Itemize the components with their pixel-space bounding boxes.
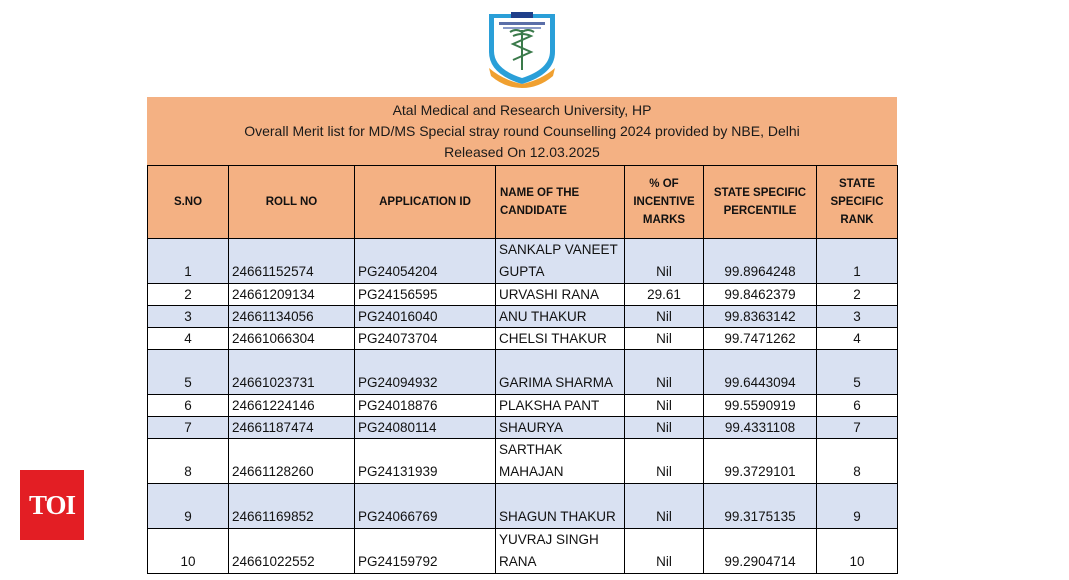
row-application-id: PG24016040	[355, 306, 496, 328]
row-roll-no: 24661066304	[229, 328, 355, 350]
col-header-candidate-name: NAME OF THE CANDIDATE	[496, 166, 625, 239]
row-roll-no: 24661134056	[229, 306, 355, 328]
row-candidate-name: URVASHI RANA	[496, 284, 625, 306]
row-rank: 6	[817, 395, 898, 417]
row-roll-no: 24661209134	[229, 284, 355, 306]
row-roll-no: 24661128260	[229, 439, 355, 484]
toi-badge-text: TOI	[28, 489, 76, 520]
row-candidate-name: SHAURYA	[496, 417, 625, 439]
table-row	[148, 239, 898, 284]
row-rank: 5	[817, 350, 898, 395]
row-candidate-name: SARTHAK MAHAJAN	[496, 439, 625, 484]
col-header-incentive-marks: % OF INCENTIVE MARKS	[625, 166, 704, 239]
row-roll-no: 24661224146	[229, 395, 355, 417]
row-percentile: 99.8462379	[704, 284, 817, 306]
row-percentile: 99.8363142	[704, 306, 817, 328]
col-header-rank: STATE SPECIFIC RANK	[817, 166, 898, 239]
row-candidate-name: GARIMA SHARMA	[496, 350, 625, 395]
row-sno: 10	[148, 529, 229, 574]
row-sno: 3	[148, 306, 229, 328]
row-sno: 9	[148, 484, 229, 529]
row-percentile: 99.3729101	[704, 439, 817, 484]
table-row	[148, 529, 898, 574]
row-application-id: PG24018876	[355, 395, 496, 417]
row-incentive-marks: Nil	[625, 417, 704, 439]
table-row	[148, 306, 898, 328]
row-sno: 7	[148, 417, 229, 439]
toi-badge-logo	[20, 470, 84, 540]
row-rank: 7	[817, 417, 898, 439]
row-rank: 9	[817, 484, 898, 529]
table-row	[148, 395, 898, 417]
row-candidate-name: ANU THAKUR	[496, 306, 625, 328]
table-row	[148, 484, 898, 529]
row-percentile: 99.3175135	[704, 484, 817, 529]
row-percentile: 99.8964248	[704, 239, 817, 284]
row-sno: 5	[148, 350, 229, 395]
row-incentive-marks: Nil	[625, 350, 704, 395]
row-application-id: PG24131939	[355, 439, 496, 484]
row-roll-no: 24661023731	[229, 350, 355, 395]
row-incentive-marks: Nil	[625, 395, 704, 417]
university-emblem-logo	[483, 8, 561, 88]
row-rank: 4	[817, 328, 898, 350]
row-incentive-marks: 29.61	[625, 284, 704, 306]
row-application-id: PG24159792	[355, 529, 496, 574]
col-header-roll-no: ROLL NO	[229, 166, 355, 239]
row-incentive-marks: Nil	[625, 239, 704, 284]
row-roll-no: 24661187474	[229, 417, 355, 439]
row-candidate-name: SANKALP VANEET GUPTA	[496, 239, 625, 284]
row-rank: 3	[817, 306, 898, 328]
row-candidate-name: YUVRAJ SINGH RANA	[496, 529, 625, 574]
row-percentile: 99.7471262	[704, 328, 817, 350]
row-application-id: PG24054204	[355, 239, 496, 284]
table-header-row	[148, 166, 898, 239]
row-incentive-marks: Nil	[625, 439, 704, 484]
col-header-application-id: APPLICATION ID	[355, 166, 496, 239]
header-list-title: Overall Merit list for MD/MS Special stray round Counselling 2024 provided by NBE, Delhi	[244, 123, 800, 139]
header-university-name: Atal Medical and Research University, HP	[392, 102, 652, 118]
row-candidate-name: PLAKSHA PANT	[496, 395, 625, 417]
col-header-sno: S.NO	[148, 166, 229, 239]
row-incentive-marks: Nil	[625, 484, 704, 529]
row-sno: 4	[148, 328, 229, 350]
row-application-id: PG24094932	[355, 350, 496, 395]
row-incentive-marks: Nil	[625, 306, 704, 328]
row-rank: 8	[817, 439, 898, 484]
col-header-percentile: STATE SPECIFIC PERCENTILE	[704, 166, 817, 239]
table-row	[148, 417, 898, 439]
merit-list-header	[147, 97, 897, 165]
row-incentive-marks: Nil	[625, 529, 704, 574]
row-roll-no: 24661022552	[229, 529, 355, 574]
row-sno: 8	[148, 439, 229, 484]
merit-table	[147, 165, 898, 574]
row-rank: 10	[817, 529, 898, 574]
header-release-date: Released On 12.03.2025	[444, 144, 600, 160]
row-rank: 2	[817, 284, 898, 306]
row-sno: 6	[148, 395, 229, 417]
row-roll-no: 24661152574	[229, 239, 355, 284]
row-roll-no: 24661169852	[229, 484, 355, 529]
row-candidate-name: SHAGUN THAKUR	[496, 484, 625, 529]
row-incentive-marks: Nil	[625, 328, 704, 350]
merit-list-sheet	[147, 97, 897, 574]
row-application-id: PG24156595	[355, 284, 496, 306]
table-row	[148, 439, 898, 484]
row-application-id: PG24066769	[355, 484, 496, 529]
row-application-id: PG24080114	[355, 417, 496, 439]
row-sno: 2	[148, 284, 229, 306]
row-candidate-name: CHELSI THAKUR	[496, 328, 625, 350]
row-percentile: 99.2904714	[704, 529, 817, 574]
table-row	[148, 328, 898, 350]
row-percentile: 99.6443094	[704, 350, 817, 395]
row-percentile: 99.5590919	[704, 395, 817, 417]
table-row	[148, 284, 898, 306]
row-application-id: PG24073704	[355, 328, 496, 350]
row-percentile: 99.4331108	[704, 417, 817, 439]
table-row	[148, 350, 898, 395]
row-sno: 1	[148, 239, 229, 284]
row-rank: 1	[817, 239, 898, 284]
